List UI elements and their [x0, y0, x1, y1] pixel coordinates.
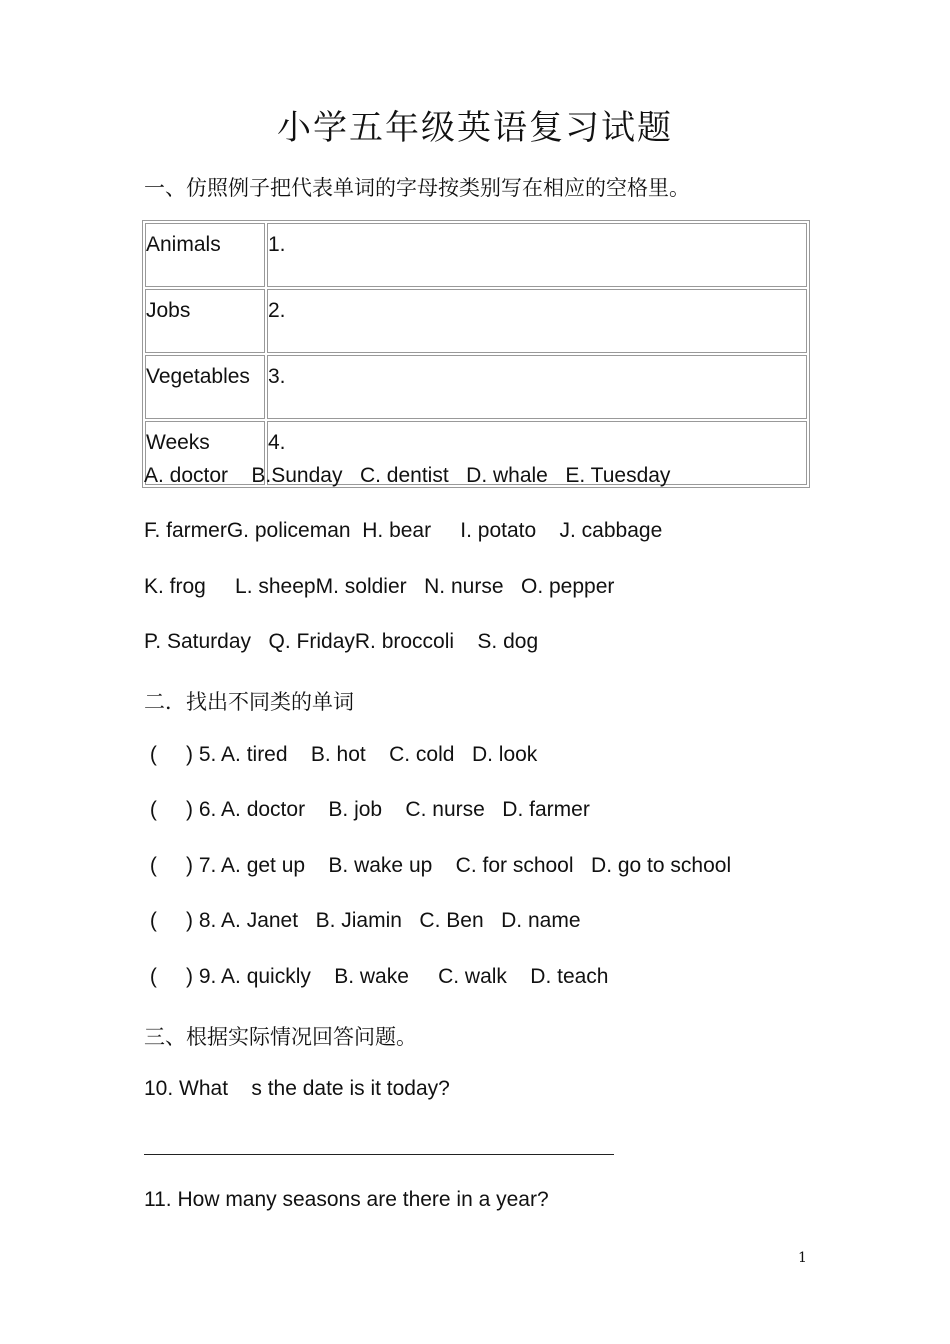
answer-cell: 3.	[267, 355, 807, 419]
section-2-heading: 二．找出不同类的单词	[144, 690, 354, 714]
table-row	[145, 355, 807, 419]
page-title: 小学五年级英语复习试题	[277, 108, 673, 148]
category-cell: Animals	[145, 223, 265, 287]
question-10: 10. What s the date is it today?	[144, 1077, 450, 1100]
question-11: 11. How many seasons are there in a year?	[144, 1188, 549, 1211]
section-3-heading: 三、根据实际情况回答问题。	[144, 1025, 417, 1049]
category-table	[142, 220, 810, 488]
word-bank-line: A. doctor B.Sunday C. dentist D. whale E. Tuesday	[144, 464, 671, 487]
answer-cell: 2.	[267, 289, 807, 353]
word-bank-line: F. farmerG. policeman H. bear I. potato J. cabbage	[144, 519, 663, 542]
answer-cell: 4.	[267, 421, 807, 485]
question-6: ( ) 6. A. doctor B. job C. nurse D. farmer	[144, 798, 590, 821]
word-bank-line: P. Saturday Q. FridayR. broccoli S. dog	[144, 630, 539, 653]
category-cell: Weeks	[145, 421, 265, 485]
section-1-heading: 一、仿照例子把代表单词的字母按类别写在相应的空格里。	[144, 176, 690, 200]
page-number: 1	[798, 1250, 807, 1266]
table-row	[145, 289, 807, 353]
question-5: ( ) 5. A. tired B. hot C. cold D. look	[144, 743, 538, 766]
category-cell: Vegetables	[145, 355, 265, 419]
category-cell: Jobs	[145, 289, 265, 353]
question-7: ( ) 7. A. get up B. wake up C. for school D. go to school	[144, 854, 732, 877]
word-bank-line: K. frog L. sheepM. soldier N. nurse O. pepper	[144, 575, 615, 598]
table-row	[145, 223, 807, 287]
question-9: ( ) 9. A. quickly B. wake C. walk D. teach	[144, 965, 609, 988]
answer-cell: 1.	[267, 223, 807, 287]
answer-blank-line[interactable]	[144, 1154, 614, 1155]
question-8: ( ) 8. A. Janet B. Jiamin C. Ben D. name	[144, 909, 581, 932]
